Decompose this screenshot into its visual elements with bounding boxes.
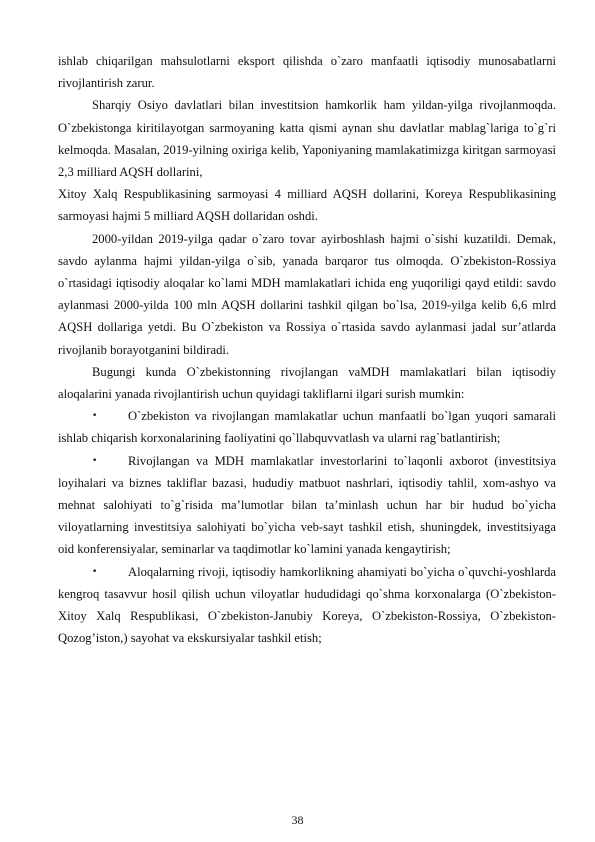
bullet-item-3 xyxy=(58,561,556,650)
paragraph-4: 2000-yildan 2019-yilga qadar o`zaro tovar ayirboshlash hajmi o`sishi kuzatildi. Demak, savdo aylanma hajmi yildan-yilga o`sib, yanada barqaror tus olmoqda. O`zbekiston-Rossiya o`rtasidagi iqtisodiy aloqalar ko`lami MDH mamlakatlari ichida eng yuqoriligi qayd etildi: savdo aylanmasi 2000-yilda 100 mln AQSH dollarini tashkil qilgan bo`lsa, 2019-yilga kelib 6,6 mlrd AQSH dollariga yetdi. Bu O`zbekiston va Rossiya o`rtasida savdo aylanmasi jadal sur’atlarda rivojlanib borayotganini bildiradi. xyxy=(58,231,556,357)
bullet-text: O`zbekiston va rivojlangan mamlakatlar uchun manfaatli bo`lgan yuqori samarali ishlab chiqarish korxonalarining faoliyatini qo`llabquvvatlash va ularni rag`batlantirish; xyxy=(58,409,556,446)
bullet-icon: • xyxy=(92,411,98,422)
paragraph-2: Sharqiy Osiyo davlatlari bilan investitsion hamkorlik ham yildan-yilga rivojlanmoqda. O`zbekistonga kiritilayotgan sarmoyaning katta qismi aynan shu davlatlar mablag`lariga to`g`ri kelmoqda. Masalan, 2019-yilning oxiriga kelib, Yaponiyaning mamlakatimizga kiritgan sarmoyasi 2,3 milliard AQSH dollarini, xyxy=(58,98,556,180)
bullet-text: Aloqalarning rivoji, iqtisodiy hamkorlikning ahamiyati bo`yicha o`quvchi-yoshlarda kengroq tasavvur hosil qilish uchun viloyatlar hududidagi qo`shma korxonalarga (O`zbekiston-Xitoy Xalq Respublikasi, O`zbekiston-Janubiy Koreya, O`zbekiston-Rossiya, O`zbekiston-Qozog’iston,) sayohat va ekskursiyalar tashkil etish; xyxy=(58,564,556,646)
bullet-icon: • xyxy=(92,566,98,577)
paragraph-1: ishlab chiqarilgan mahsulotlarni eksport qilishda o`zaro manfaatli iqtisodiy munosabatlarni rivojlantirish zarur. xyxy=(58,54,556,91)
bullet-item-2 xyxy=(58,450,556,561)
paragraph-5: Bugungi kunda O`zbekistonning rivojlangan vaMDH mamlakatlari bilan iqtisodiy aloqalarini yanada rivojlantirish uchun quyidagi takliflarni ilgari surish mumkin: xyxy=(58,364,556,402)
paragraph-3: Xitoy Xalq Respublikasining sarmoyasi 4 milliard AQSH dollarini, Koreya Respublikasining sarmoyasi hajmi 5 milliard AQSH dollaridan oshdi. xyxy=(58,187,556,224)
bullet-icon: • xyxy=(92,455,98,466)
bullet-text: Rivojlangan va MDH mamlakatlar investorlarini to`laqonli axborot (investitsiya loyihalari va biznes takliflar bazasi, hududiy matbuot nashrlari, iqtisodiy tahlil, xom-ashyo va mehnat salohiyati to`g`risida ma’lumotlar bilan ta’minlash uchun har bir hudud bo`yicha viloyatlarning investitsiya salohiyati bo`yicha veb-sayt tashkil etish, shuningdek, investitsiyaga oid konferensiyalar, seminarlar va taqdimotlar ko`lamini yanada kengaytirish; xyxy=(58,453,556,557)
bullet-item-1 xyxy=(58,405,556,449)
page-number: 38 xyxy=(291,813,304,827)
document-body xyxy=(58,50,556,649)
